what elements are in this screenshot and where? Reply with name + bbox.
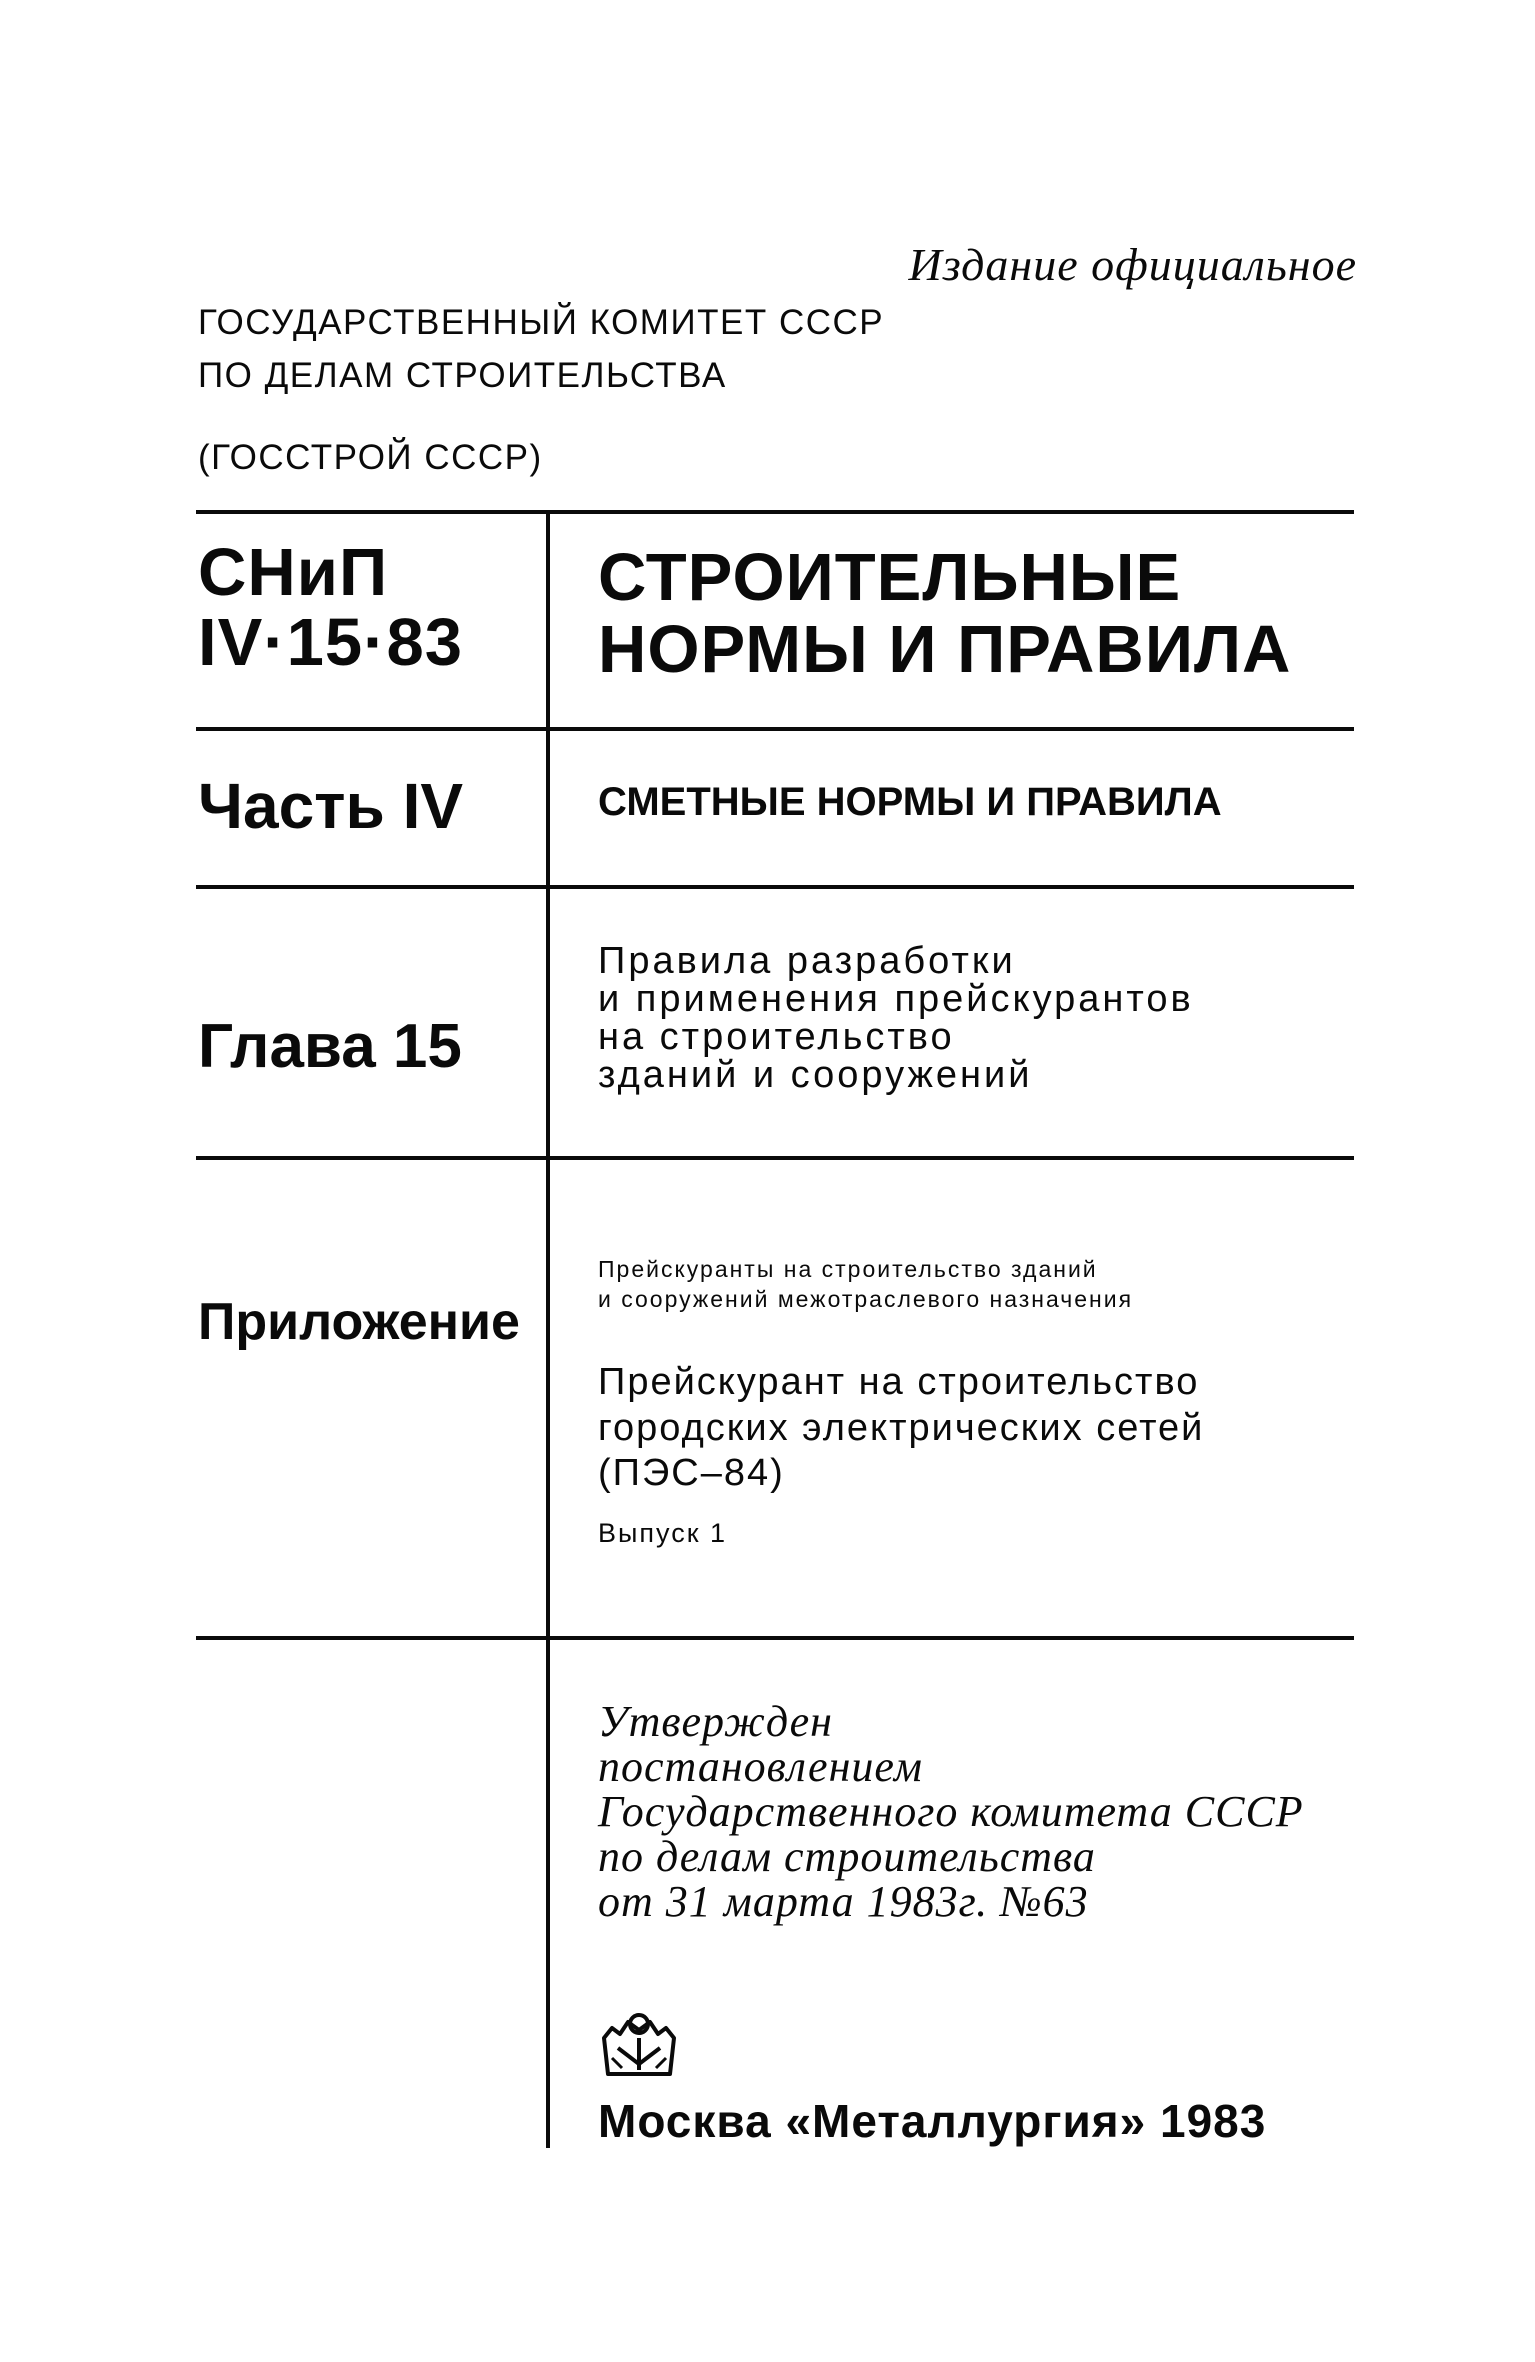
part-label: Часть IV — [198, 770, 464, 842]
approval-line: постановлением — [598, 1741, 923, 1791]
snip-code — [198, 535, 463, 680]
issuer-line-1: ГОСУДАРСТВЕННЫЙ КОМИТЕТ СССР — [198, 303, 885, 342]
publisher-imprint: Москва «Металлургия» 1983 — [598, 2095, 1267, 2147]
column-divider — [546, 512, 550, 2148]
snip-title-line-1: СТРОИТЕЛЬНЫЕ — [598, 540, 1182, 615]
approval-statement — [598, 1697, 1304, 1926]
price-list-title-line: (ПЭС–84) — [598, 1452, 785, 1495]
price-list-title — [598, 1360, 1204, 1497]
issuer-line-2: ПО ДЕЛАМ СТРОИТЕЛЬСТВА — [198, 356, 727, 395]
divider-top — [196, 510, 1354, 514]
divider-approval — [196, 1636, 1354, 1640]
snip-title — [598, 542, 1291, 687]
price-list-title-line: городских электрических сетей — [598, 1406, 1205, 1449]
part-title: СМЕТНЫЕ НОРМЫ И ПРАВИЛА — [598, 780, 1222, 824]
appendix-note-line: и сооружений межотраслевого назначения — [598, 1286, 1134, 1313]
chapter-title — [598, 942, 1194, 1094]
chapter-label: Глава 15 — [198, 1012, 462, 1081]
divider-part — [196, 727, 1354, 731]
publisher-emblem-icon — [598, 2008, 680, 2082]
snip-title-line-2: НОРМЫ И ПРАВИЛА — [598, 612, 1292, 688]
price-list-title-line: Прейскурант на строительство — [598, 1361, 1200, 1403]
chapter-title-line: Правила разработки — [598, 940, 1016, 982]
approval-line: от 31 марта 1983г. №63 — [598, 1876, 1089, 1926]
divider-chapter — [196, 885, 1354, 889]
issuer-line-3: (ГОССТРОЙ СССР) — [198, 438, 543, 477]
divider-appendix — [196, 1156, 1354, 1160]
approval-line: Государственного комитета СССР — [598, 1786, 1304, 1836]
snip-code-line-2: IV·15·83 — [198, 604, 463, 680]
snip-code-line-1: СНиП — [198, 535, 389, 610]
edition-note: Издание официальное — [908, 239, 1357, 290]
chapter-title-line: зданий и сооружений — [598, 1054, 1033, 1096]
chapter-title-line: и применения прейскурантов — [598, 978, 1194, 1020]
appendix-note — [598, 1254, 1133, 1315]
appendix-note-line: Прейскуранты на строительство зданий — [598, 1256, 1098, 1282]
approval-line: по делам строительства — [598, 1831, 1096, 1881]
appendix-label: Приложение — [198, 1293, 520, 1351]
approval-line: Утвержден — [598, 1697, 833, 1746]
chapter-title-line: на строительство — [598, 1016, 955, 1058]
issue-number: Выпуск 1 — [598, 1518, 728, 1548]
